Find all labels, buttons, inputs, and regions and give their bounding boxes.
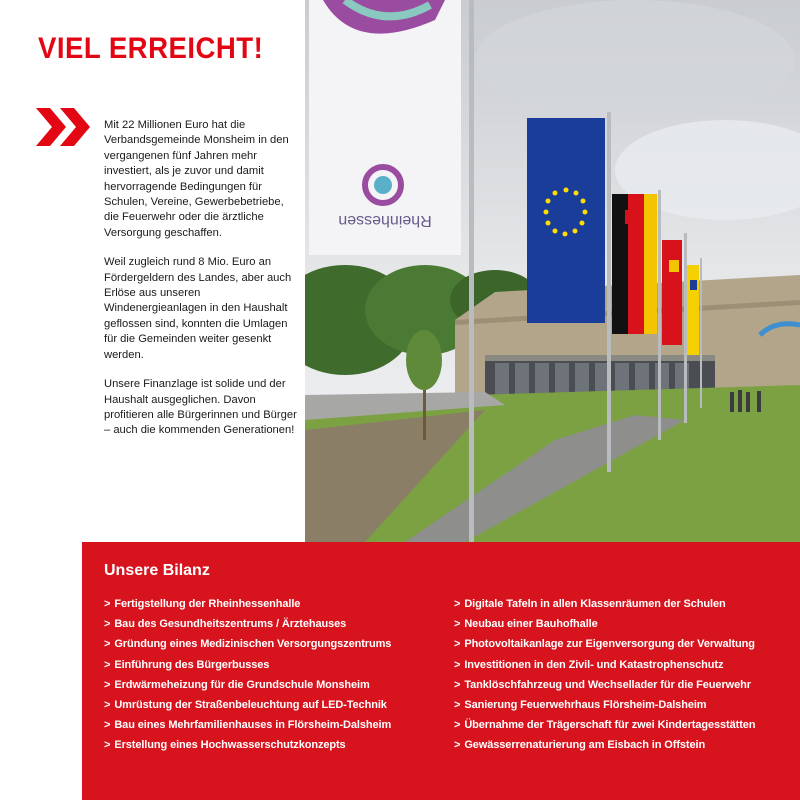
- rheinhessenhalle-photo: [305, 0, 800, 542]
- bullet-arrow: >: [104, 678, 111, 691]
- bullet-arrow: >: [454, 638, 461, 651]
- list-item: [104, 715, 444, 735]
- bilanz-title: Unsere Bilanz: [104, 562, 210, 579]
- list-item: [454, 735, 794, 755]
- list-item-text: Neubau einer Bauhofhalle: [464, 618, 598, 631]
- bullet-arrow: >: [454, 739, 461, 752]
- list-item: [454, 695, 794, 715]
- list-item: [454, 675, 794, 695]
- bullet-arrow: >: [104, 638, 111, 651]
- list-item: [104, 675, 444, 695]
- bullet-arrow: >: [104, 739, 111, 752]
- intro-text: [104, 118, 300, 453]
- list-item-text: Investitionen in den Zivil- und Katastrophenschutz: [464, 658, 724, 671]
- double-chevron-right-icon: [36, 108, 94, 146]
- bullet-arrow: >: [104, 598, 111, 610]
- headline: VIEL ERREICHT!: [38, 32, 264, 65]
- bilanz-list-left: [104, 594, 444, 756]
- list-item-text: Umrüstung der Straßenbeleuchtung auf LED-Technik: [114, 699, 387, 712]
- list-item-text: Photovoltaikanlage zur Eigenversorgung der Verwaltung: [464, 638, 755, 651]
- list-item-text: Digitale Tafeln in allen Klassenräumen der Schulen: [464, 598, 726, 610]
- bullet-arrow: >: [104, 719, 111, 732]
- list-item: [104, 594, 444, 614]
- bullet-arrow: >: [104, 658, 111, 671]
- bullet-arrow: >: [104, 618, 111, 631]
- list-item-text: Tanklöschfahrzeug und Wechsellader für die Feuerwehr: [464, 678, 751, 691]
- list-item: [454, 634, 794, 654]
- list-item: [454, 594, 794, 614]
- list-item-text: Fertigstellung der Rheinhessenhalle: [114, 598, 301, 610]
- bullet-arrow: >: [104, 699, 111, 712]
- list-item-text: Bau des Gesundheitszentrums / Ärztehauses: [114, 618, 347, 631]
- list-item-text: Einführung des Bürgerbusses: [114, 658, 270, 671]
- list-item: [104, 695, 444, 715]
- list-item-text: Sanierung Feuerwehrhaus Flörsheim-Dalsheim: [464, 699, 707, 712]
- list-item: [104, 634, 444, 654]
- bullet-arrow: >: [454, 699, 461, 712]
- bilanz-panel: [82, 542, 800, 800]
- list-item-text: Erdwärmeheizung für die Grundschule Monsheim: [114, 678, 370, 691]
- paragraph-1: Mit 22 Millionen Euro hat die Verbandsgemeinde Monsheim in den vergangenen fünf Jahren mehr investiert, als je zuvor und damit hervorragende Bedingungen für Schulen, Vereine, Gewerbebetriebe, die Feuerwehr oder die ärztliche Versorgung geschaffen.: [104, 119, 289, 239]
- list-item-text: Gründung eines Medizinischen Versorgungszentrums: [114, 638, 392, 651]
- bullet-arrow: >: [454, 719, 461, 732]
- paragraph-3: Unsere Finanzlage ist solide und der Haushalt ausgeglichen. Davon profitieren alle Bürgerinnen und Bürger – auch die kommenden Generationen!: [104, 378, 297, 437]
- list-item: [454, 614, 794, 634]
- list-item-text: Erstellung eines Hochwasserschutzkonzepts: [114, 739, 346, 752]
- list-item-text: Übernahme der Trägerschaft für zwei Kindertagesstätten: [464, 719, 756, 732]
- bullet-arrow: >: [454, 658, 461, 671]
- list-item: [104, 655, 444, 675]
- flag-label: Rheinhessen: [338, 212, 432, 229]
- bullet-arrow: >: [454, 678, 461, 691]
- list-item-text: Bau eines Mehrfamilienhauses in Flörsheim-Dalsheim: [114, 719, 392, 732]
- paragraph-2: Weil zugleich rund 8 Mio. Euro an Fördergeldern des Landes, aber auch Erlöse aus unseren Windenergieanlagen in den Haushalt geflossen sind, konnten die Umlagen für die Gemeinden weiter gesenkt werden.: [104, 256, 292, 361]
- list-item: [104, 614, 444, 634]
- bullet-arrow: >: [454, 598, 461, 610]
- bullet-arrow: >: [454, 618, 461, 631]
- bilanz-list-right: [454, 594, 794, 756]
- list-item: [454, 715, 794, 735]
- list-item-text: Gewässerrenaturierung am Eisbach in Offstein: [464, 739, 706, 752]
- list-item: [454, 655, 794, 675]
- list-item: [104, 735, 444, 755]
